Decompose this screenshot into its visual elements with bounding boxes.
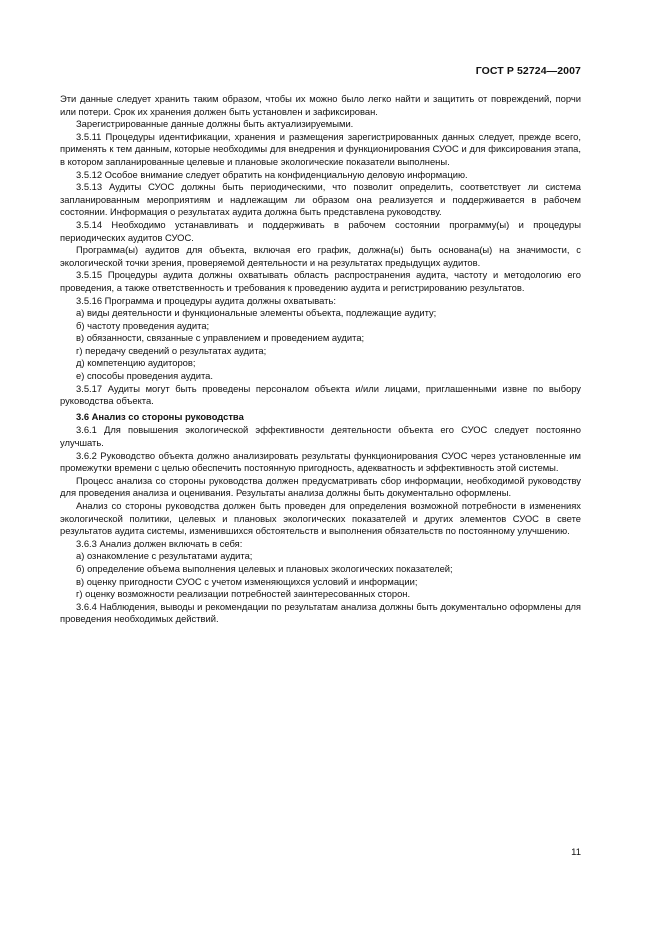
list-item: д) компетенцию аудиторов;: [76, 357, 196, 369]
clause-3-5-11: 3.5.11 Процедуры идентификации, хранения и размещения зарегистрированных данных следует, прежде всего, применять к тем данным, которые необходимы для внедрения и функционирования СУОС и для фиксирования этапа, в котором запланированные целевые и плановые экологические показатели выполнены.: [60, 130, 581, 167]
clause-3-6-1: 3.6.1 Для повышения экологической эффективности деятельности объекта его СУОС следует постоянно улучшать.: [60, 424, 581, 449]
list-item: а) виды деятельности и функциональные элементы объекта, подлежащие аудиту;: [76, 307, 437, 319]
clause-3-6-2: 3.6.2 Руководство объекта должно анализировать результаты функционирования СУОС через установленные им промежутки времени с целью обеспечить постоянную пригодность, адекватность и эффективность этой системы.: [60, 449, 581, 474]
clause-3-5-16: 3.5.16 Программа и процедуры аудита должны охватывать:: [76, 294, 336, 306]
clause-3-6-3: 3.6.3 Анализ должен включать в себя:: [76, 537, 243, 549]
list-item: в) обязанности, связанные с управлением и проведением аудита;: [76, 332, 365, 344]
clause-3-5-17: 3.5.17 Аудиты могут быть проведены персоналом объекта и/или лицами, приглашенными извне по выбору руководства объекта.: [60, 382, 581, 407]
paragraph: Программа(ы) аудитов для объекта, включая его график, должна(ы) быть основана(ы) на значимости, с экологической точки зрения, проверяемой деятельности и на результатах предыдущих аудитов.: [60, 244, 581, 268]
list-item: г) передачу сведений о результатах аудита;: [76, 344, 267, 356]
paragraph: Процесс анализа со стороны руководства должен предусматривать сбор информации, необходимой руководству для проведения анализа и оценивания. Результаты анализа должны быть документально оформлены.: [60, 474, 581, 499]
list-item: а) ознакомление с результатами аудита;: [76, 550, 253, 562]
list-item: б) частоту проведения аудита;: [76, 319, 210, 331]
clause-3-5-15: 3.5.15 Процедуры аудита должны охватывать область распространения аудита, частоту и методологию его проведения, а также ответственность и требования к проведению аудита и регистрированию результатов.: [60, 269, 581, 293]
section-heading: 3.6 Анализ со стороны руководства: [76, 410, 244, 422]
document-header: ГОСТ Р 52724—2007: [475, 65, 581, 77]
list-item: б) определение объема выполнения целевых и плановых экологических показателей;: [76, 562, 453, 574]
page-body: [60, 93, 581, 626]
paragraph: Зарегистрированные данные должны быть актуализируемыми.: [76, 118, 354, 130]
clause-3-6-4: 3.6.4 Наблюдения, выводы и рекомендации по результатам анализа должны быть документально оформлены для проведения необходимых действий.: [60, 600, 581, 625]
paragraph: Анализ со стороны руководства должен быть проведен для определения возможной потребности в изменениях экологической политики, целевых и плановых экологических показателей и других элементов СУОС в свете результатов аудита системы, изменившихся обстоятельств и выполнения обязательств по постоянному улучшению.: [60, 500, 581, 537]
clause-3-5-13: 3.5.13 Аудиты СУОС должны быть периодическими, что позволит определить, соответствует ли система запланированным мероприятиям и надлежащим ли образом она реализуется и поддерживается в рабочем состоянии. Информация о результатах аудита должна быть представлена руководству.: [60, 181, 581, 218]
list-item: в) оценку пригодности СУОС с учетом изменяющихся условий и информации;: [76, 575, 418, 587]
clause-3-5-12: 3.5.12 Особое внимание следует обратить на конфиденциальную деловую информацию.: [76, 168, 468, 180]
page-number: 11: [571, 847, 581, 858]
list-item: е) способы проведения аудита.: [76, 370, 214, 382]
list-item: г) оценку возможности реализации потребностей заинтересованных сторон.: [76, 588, 411, 600]
paragraph: Эти данные следует хранить таким образом, чтобы их можно было легко найти и защитить от повреждений, порчи или потери. Срок их хранения должен быть установлен и зафиксирован.: [60, 93, 581, 117]
clause-3-5-14: 3.5.14 Необходимо устанавливать и поддерживать в рабочем состоянии программу(ы) и процедуры периодических аудитов СУОС.: [60, 218, 581, 243]
